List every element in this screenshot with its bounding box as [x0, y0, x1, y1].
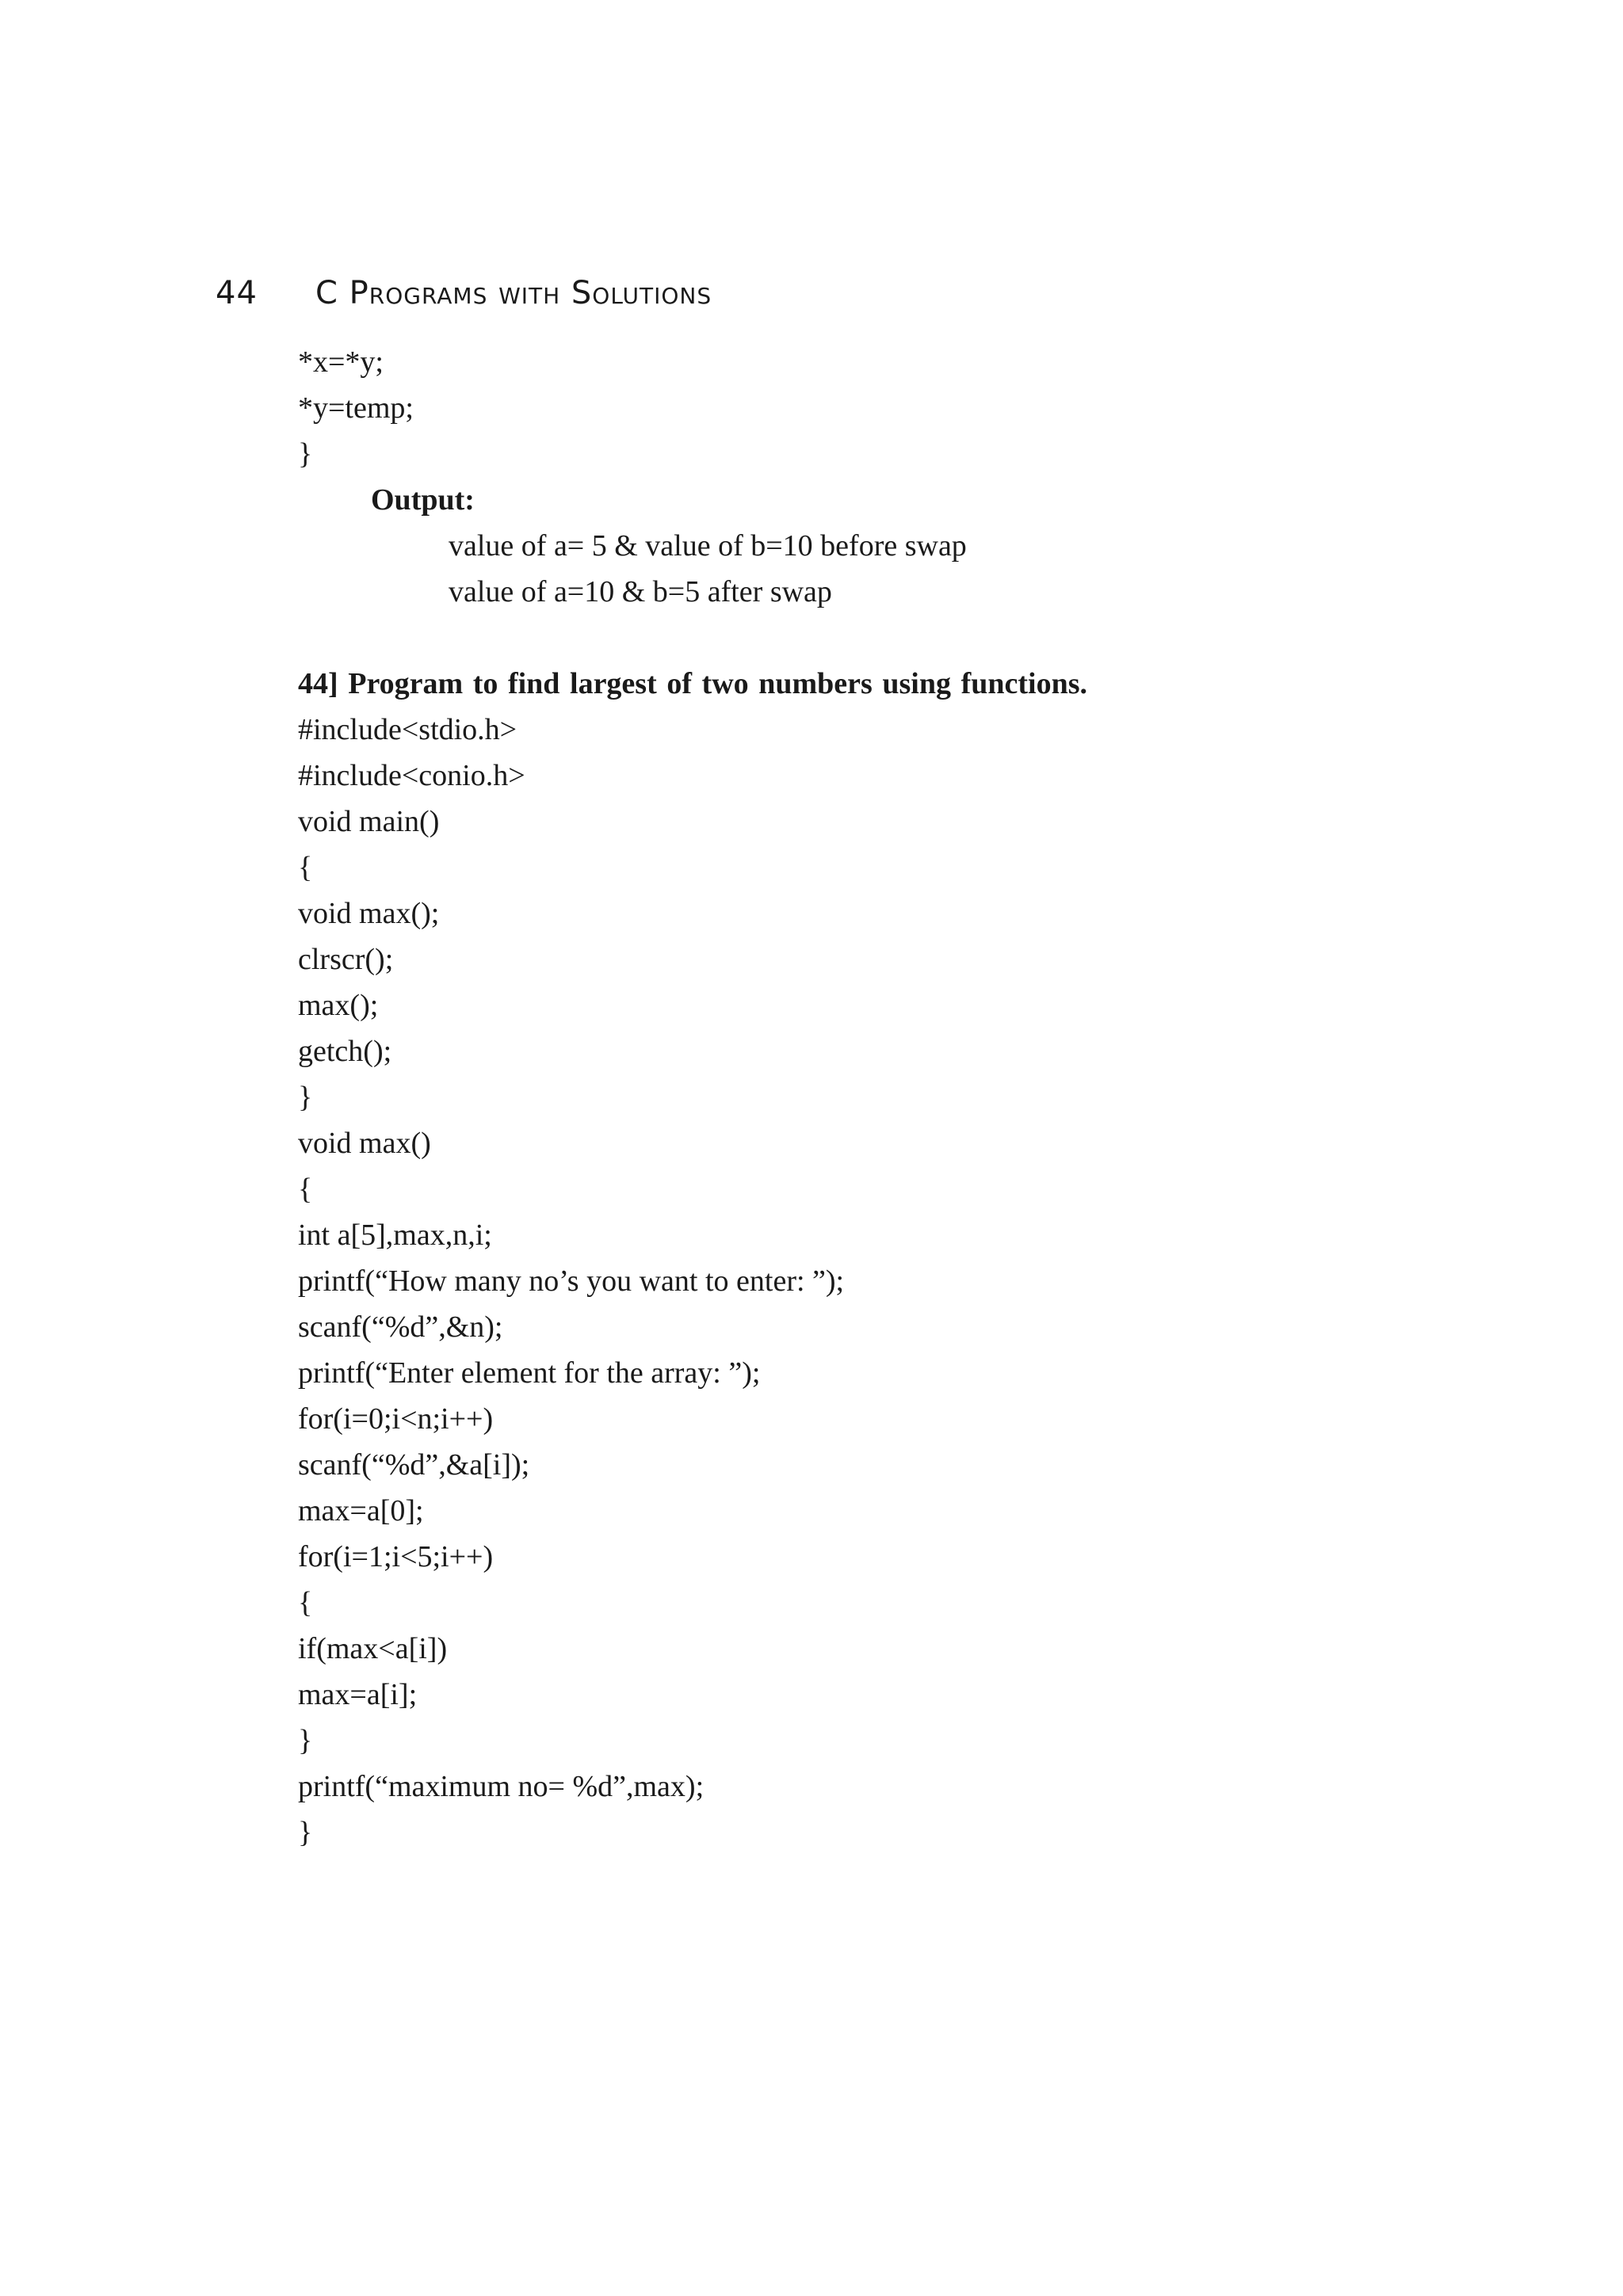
code-line: } — [298, 1816, 313, 1849]
code-line: for(i=1;i<5;i++) — [298, 1540, 494, 1573]
section-spacer — [298, 615, 1407, 661]
code-line: #include<conio.h> — [298, 759, 525, 792]
code-line: #include<stdio.h> — [298, 713, 517, 746]
code-line: { — [298, 1586, 313, 1619]
code-line: { — [298, 851, 313, 884]
code-line: void max() — [298, 1127, 431, 1160]
code-line: void main() — [298, 805, 440, 838]
code-line: if(max<a[i]) — [298, 1632, 448, 1665]
code-line: printf(“Enter element for the array: ”); — [298, 1356, 761, 1390]
code-line: *x=*y; — [298, 345, 384, 379]
code-line: scanf(“%d”,&a[i]); — [298, 1448, 530, 1482]
page-number: 44 — [216, 275, 258, 311]
code-line: max=a[0]; — [298, 1494, 424, 1527]
output-line: value of a= 5 & value of b=10 before swap — [449, 529, 967, 563]
code-line: printf(“maximum no= %d”,max); — [298, 1770, 705, 1803]
code-line: for(i=0;i<n;i++) — [298, 1402, 494, 1436]
code-line: printf(“How many no’s you want to enter: ”); — [298, 1264, 845, 1298]
output-line: value of a=10 & b=5 after swap — [449, 575, 832, 608]
running-head: C Programs with Solutions — [315, 275, 712, 311]
code-line: getch(); — [298, 1035, 392, 1068]
code-line: int a[5],max,n,i; — [298, 1219, 492, 1252]
page-body — [298, 339, 1407, 1855]
code-line: max=a[i]; — [298, 1678, 418, 1711]
page-header — [0, 269, 1623, 317]
code-line: clrscr(); — [298, 943, 394, 976]
code-line: scanf(“%d”,&n); — [298, 1310, 503, 1344]
code-line: void max(); — [298, 897, 440, 930]
code-line: { — [298, 1173, 313, 1206]
output-heading: Output: — [371, 483, 475, 517]
swap-function-tail — [298, 339, 1407, 477]
code-line: max(); — [298, 989, 379, 1022]
code-line: } — [298, 1081, 313, 1114]
program-title: 44] Program to find largest of two numbers using functions. — [298, 667, 1087, 700]
code-line: } — [298, 437, 313, 471]
code-line: } — [298, 1724, 313, 1757]
output-block — [298, 477, 1407, 615]
program-code — [298, 707, 1407, 1855]
code-line: *y=temp; — [298, 391, 414, 425]
